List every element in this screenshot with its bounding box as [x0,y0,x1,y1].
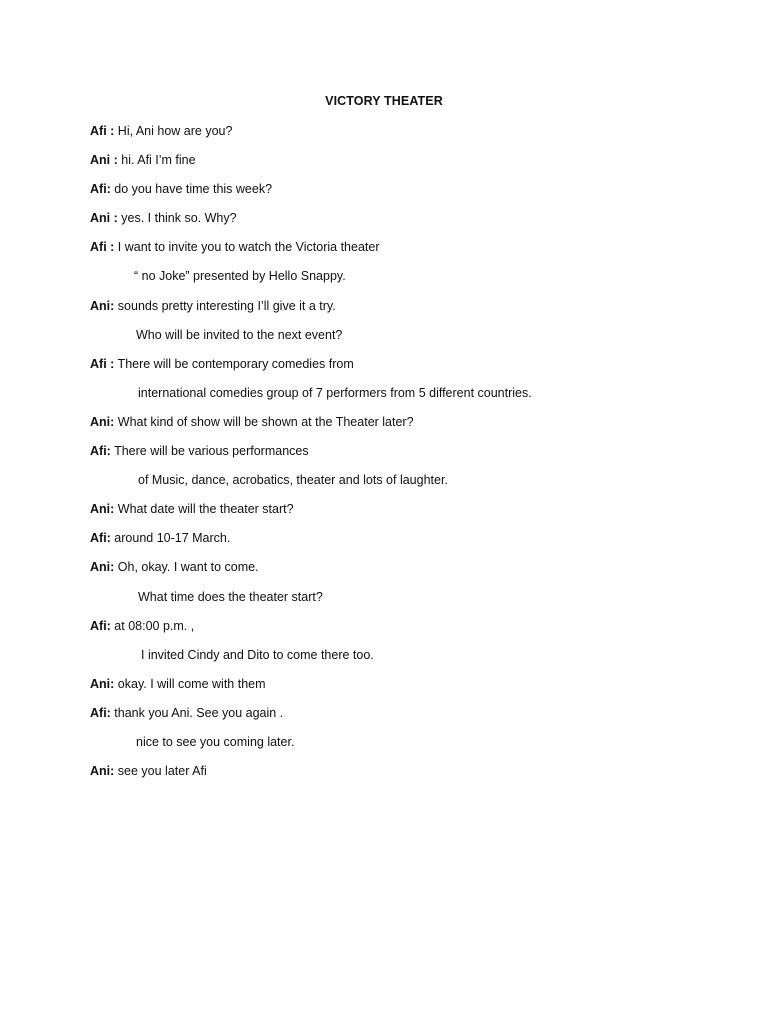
dialogue-line [0,501,768,530]
dialogue-continuation [0,734,768,763]
line-text: Oh, okay. I want to come. [114,560,259,575]
line-text: see you later Afi [114,764,207,779]
line-text: Who will be invited to the next event? [136,327,343,342]
speaker-label: Ani : [90,211,118,226]
line-text: hi. Afi I’m fine [117,153,196,168]
speaker-label: Ani : [90,153,118,168]
dialogue-line [0,763,768,792]
line-text: What time does the theater start? [138,589,323,604]
speaker-label: Afi: [90,618,111,633]
line-text: thank you Ani. See you again . [110,705,284,720]
line-text: do you have time this week? [110,182,273,197]
line-text: of Music, dance, acrobatics, theater and lots of laughter. [138,473,448,488]
line-text: What date will the theater start? [114,502,294,517]
dialogue-continuation [0,472,768,501]
dialogue-line [0,705,768,734]
speaker-label: Ani: [90,560,115,575]
speaker-label: Afi : [90,240,115,255]
line-text: around 10-17 March. [110,531,231,546]
dialogue-continuation [0,589,768,618]
speaker-label: Afi: [90,705,111,720]
speaker-label: Afi : [90,356,115,371]
line-text: yes. I think so. Why? [117,211,237,226]
line-text: nice to see you coming later. [136,734,295,749]
line-text: There will be various performances [110,444,309,459]
dialogue-line [0,356,768,385]
dialogue-continuation [0,268,768,297]
line-text: at 08:00 p.m. , [110,618,195,633]
dialogue [0,123,768,792]
dialogue-line [0,443,768,472]
line-text: There will be contemporary comedies from [114,356,354,371]
dialogue-line [0,414,768,443]
speaker-label: Ani: [90,298,115,313]
speaker-label: Ani: [90,414,115,429]
dialogue-line [0,210,768,239]
line-text: international comedies group of 7 performers from 5 different countries. [138,385,532,400]
document-title: VICTORY THEATER [325,94,443,108]
dialogue-line [0,181,768,210]
speaker-label: Afi : [90,124,115,138]
speaker-label: Ani: [90,764,115,779]
dialogue-line [0,559,768,588]
speaker-label: Afi: [90,531,111,546]
line-text: okay. I will come with them [114,676,266,691]
line-text: What kind of show will be shown at the Theater later? [114,414,414,429]
dialogue-continuation [0,327,768,356]
dialogue-line [0,239,768,268]
dialogue-continuation [0,385,768,414]
dialogue-line [0,298,768,327]
dialogue-line [0,676,768,705]
speaker-label: Ani: [90,502,115,517]
line-text: I want to invite you to watch the Victoria theater [114,240,380,255]
line-text: sounds pretty interesting I’ll give it a try. [114,298,336,313]
dialogue-continuation [0,647,768,676]
speaker-label: Afi: [90,444,111,459]
dialogue-line [0,152,768,181]
line-text: Hi, Ani how are you? [114,124,233,138]
dialogue-line [0,123,768,152]
speaker-label: Afi: [90,182,111,197]
speaker-label: Ani: [90,676,115,691]
line-text: “ no Joke” presented by Hello Snappy. [134,269,346,284]
dialogue-line [0,618,768,647]
line-text: I invited Cindy and Dito to come there too. [141,647,374,662]
dialogue-line [0,530,768,559]
